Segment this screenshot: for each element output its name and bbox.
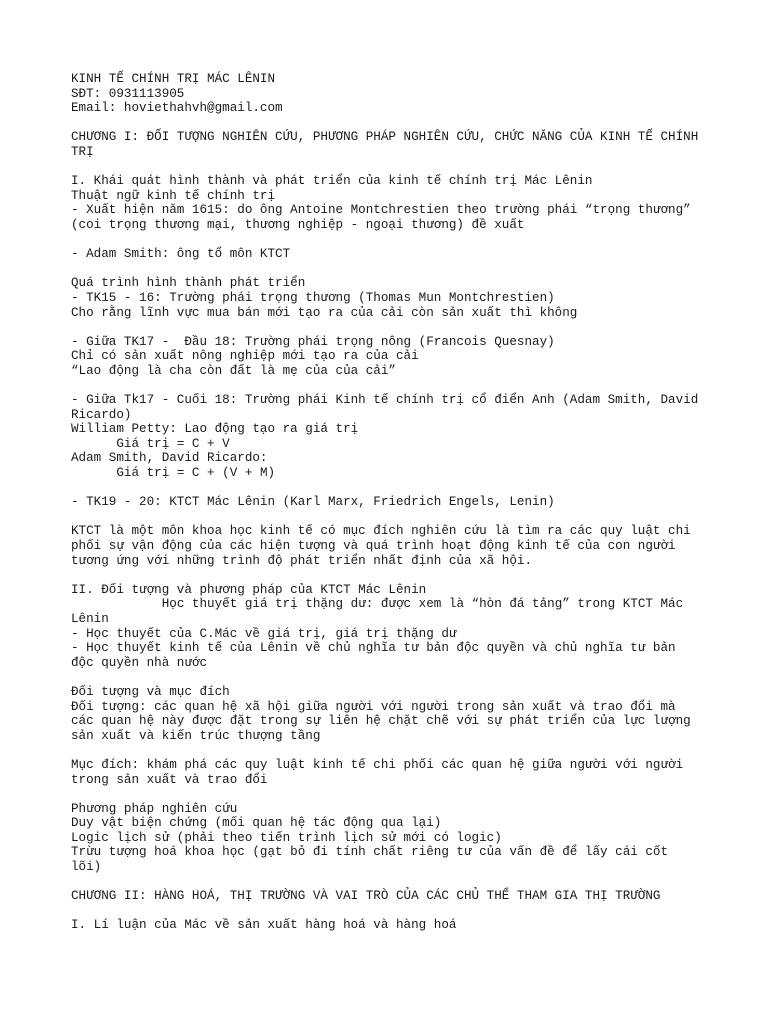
blank-line [71, 875, 711, 890]
text-line: CHƯƠNG II: HÀNG HOÁ, THỊ TRƯỜNG VÀ VAI TRÒ CỦA CÁC CHỦ THỂ THAM GIA THỊ TRƯỜNG [71, 889, 661, 904]
text-line: - Giữa Tk17 - Cuối 18: Trường phái Kinh tế chính trị cổ điển Anh (Adam Smith, David [71, 393, 699, 408]
text-line: Đối tượng và mục đích [71, 684, 230, 699]
text-line: Thuật ngữ kinh tế chính trị [71, 188, 276, 203]
text-line: TRỊ [71, 144, 94, 159]
text-line: II. Đối tượng và phương pháp của KTCT Mác Lênin [71, 582, 427, 597]
text-line: CHƯƠNG I: ĐỐI TƯỢNG NGHIÊN CỨU, PHƯƠNG PHÁP NGHIÊN CỨU, CHỨC NĂNG CỦA KINH TẾ CHÍNH [71, 130, 699, 145]
blank-line [71, 904, 711, 919]
text-line: - TK15 - 16: Trường phái trọng thương (Thomas Mun Montchrestien) [71, 290, 555, 305]
text-line: Đối tượng: các quan hệ xã hội giữa người với người trong sản xuất và trao đổi mà [71, 699, 676, 714]
text-line: phối sự vận động của các hiện tượng và quá trình hoạt động kinh tế của con người [71, 539, 676, 553]
text-line: Ricardo) [71, 407, 132, 422]
blank-line [71, 320, 711, 335]
text-line: - Học thuyết của C.Mác về giá trị, giá trị thặng dư [71, 626, 457, 641]
text-line: Giá trị = C + (V + M) [71, 466, 276, 481]
text-line: Duy vật biện chứng (mối quan hệ tác động qua lại) [71, 816, 442, 831]
text-line: các quan hệ này được đặt trong sự liên hệ chặt chẽ với sự phát triển của lực lượng [71, 714, 691, 729]
blank-line [71, 510, 711, 525]
text-line: - Học thuyết kinh tế của Lênin về chủ nghĩa tư bản độc quyền và chủ nghĩa tư bản [71, 641, 676, 656]
text-line: Giá trị = C + V [71, 436, 230, 451]
document-page [71, 72, 711, 933]
text-line: - Xuất hiện năm 1615: do ông Antoine Montchrestien theo trường phái “trọng thương” [71, 203, 691, 218]
blank-line [71, 116, 711, 131]
text-line: KTCT là một môn khoa học kinh tế có mục đích nghiên cứu là tìm ra các quy luật chi [71, 524, 691, 539]
blank-line [71, 670, 711, 685]
blank-line [71, 262, 711, 277]
text-line: - Adam Smith: ông tổ môn KTCT [71, 247, 291, 262]
text-line: Cho rằng lĩnh vực mua bán mới tạo ra của cải còn sản xuất thì không [71, 305, 578, 320]
text-line: độc quyền nhà nước [71, 655, 208, 670]
text-line: Lênin [71, 611, 109, 626]
text-line: Trừu tượng hoá khoa học (gạt bỏ đi tính chất riêng tư của vấn đề để lấy cái cốt [71, 845, 669, 860]
text-line: Email: hoviethahvh@gmail.com [71, 101, 283, 116]
blank-line [71, 160, 711, 175]
blank-line [71, 378, 711, 393]
text-line: Mục đích: khám phá các quy luật kinh tế chi phối các quan hệ giữa người với người [71, 757, 684, 772]
text-line: lõi) [71, 860, 102, 875]
text-line: Phương pháp nghiên cứu [71, 801, 238, 816]
blank-line [71, 568, 711, 583]
text-line: Adam Smith, David Ricardo: [71, 451, 268, 466]
text-line: sản xuất và kiến trúc thượng tầng [71, 728, 321, 743]
text-line: SĐT: 0931113905 [71, 86, 185, 101]
blank-line [71, 787, 711, 802]
text-line: trong sản xuất và trao đổi [71, 772, 268, 787]
text-line: Chỉ có sản xuất nông nghiệp mới tạo ra của cải [71, 349, 419, 364]
text-line: (coi trọng thương mại, thương nghiệp - ngoại thương) đề xuất [71, 217, 525, 232]
text-line: I. Lí luận của Mác về sản xuất hàng hoá và hàng hoá [71, 918, 457, 933]
blank-line [71, 233, 711, 248]
text-line: tương ứng với những trình độ phát triển nhất định của xã hội. [71, 553, 533, 568]
text-line: Quá trình hình thành phát triển [71, 276, 306, 291]
text-line: Logic lịch sử (phải theo tiến trình lịch sử mới có logic) [71, 830, 502, 845]
text-line: “Lao động là cha còn đất là mẹ của của cải” [71, 363, 396, 378]
text-line: - Giữa TK17 - Đầu 18: Trường phái trọng nông (Francois Quesnay) [71, 334, 555, 349]
text-line: I. Khái quát hình thành và phát triển của kinh tế chính trị Mác Lênin [71, 174, 593, 189]
blank-line [71, 481, 711, 496]
text-line: KINH TẾ CHÍNH TRỊ MÁC LÊNIN [71, 72, 276, 86]
text-line: William Petty: Lao động tạo ra giá trị [71, 422, 359, 437]
text-line: Học thuyết giá trị thặng dư: được xem là “hòn đá tảng” trong KTCT Mác [71, 597, 684, 612]
blank-line [71, 743, 711, 758]
text-line: - TK19 - 20: KTCT Mác Lênin (Karl Marx, Friedrich Engels, Lenin) [71, 495, 555, 510]
